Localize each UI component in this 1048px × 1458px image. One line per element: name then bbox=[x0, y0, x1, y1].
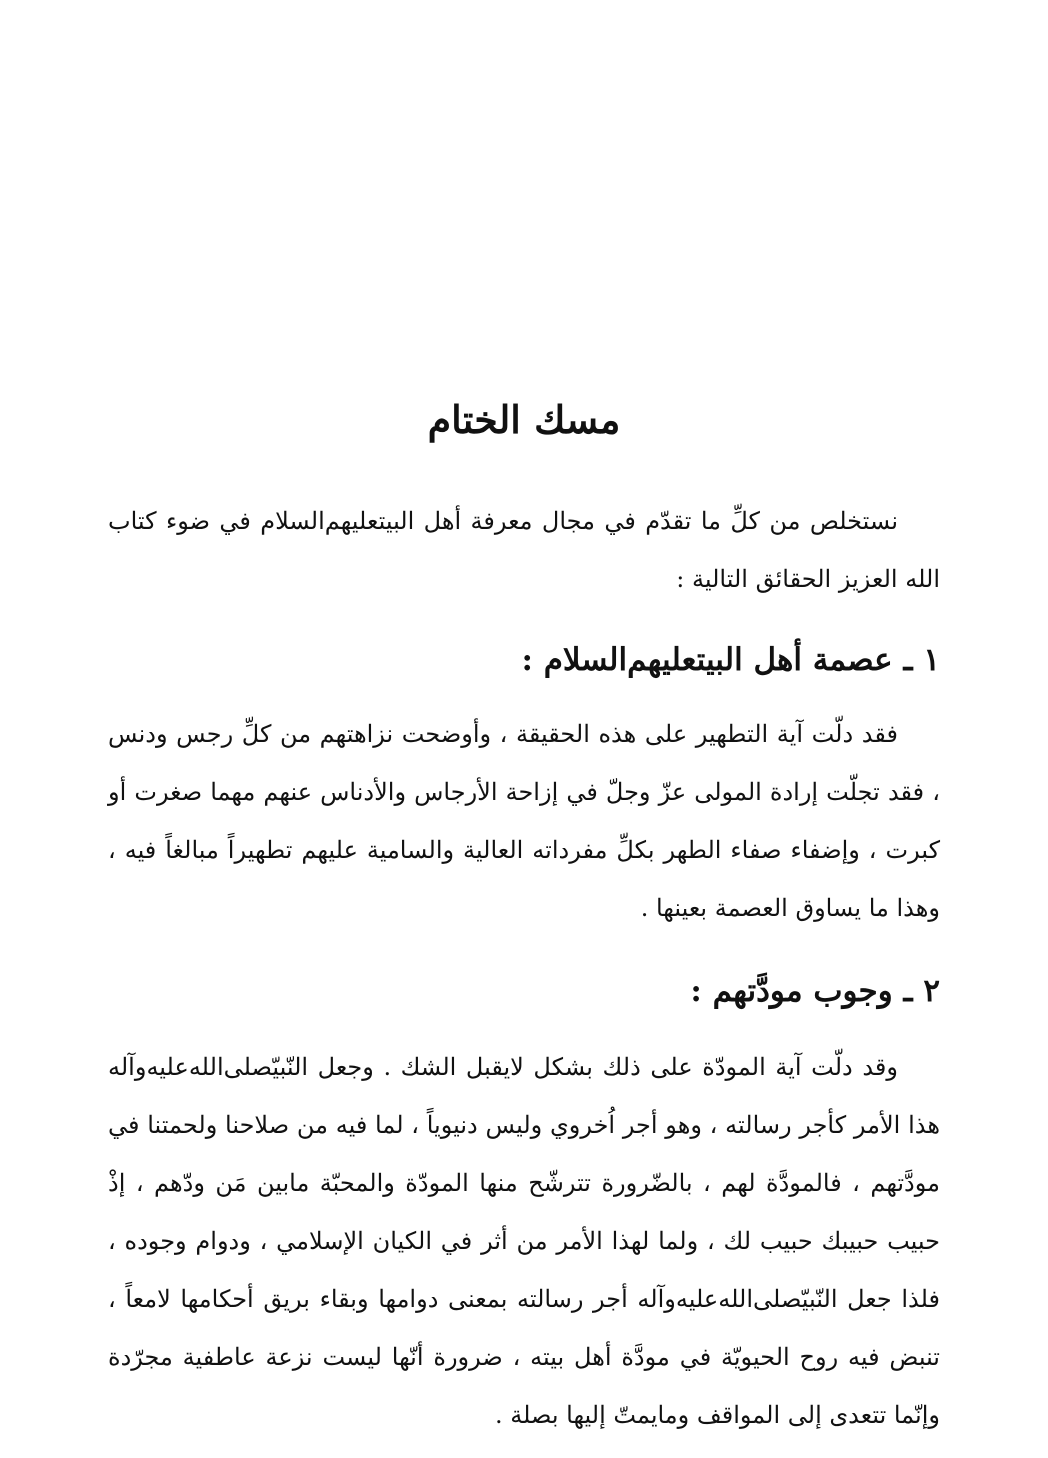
intro-paragraph: نستخلص من كلِّ ما تقدّم في مجال معرفة أهل البيتعليهم‌السلام في ضوء كتاب الله العزيز الحقائق التالية : bbox=[108, 507, 940, 593]
section-body-infallibility: فقد دلّت آية التطهير على هذه الحقيقة ، وأوضحت نزاهتهم من كلِّ رجس ودنس ، فقد تجلّت إرادة المولى عزّ وجلّ في إزاحة الأرجاس والأدناس عنهم مهما صغرت أو كبرت ، وإضفاء صفاء الطهر بكلِّ مفرداته العالية والسامية عليهم تطهيراً مبالغاً فيه ، وهذا ما يساوق العصمة بعينها . bbox=[108, 720, 940, 922]
section-body-affection: وقد دلّت آية المودّة على ذلك بشكل لايقبل الشك . وجعل النّبيّصلى‌الله‌عليه‌وآله هذا الأمر كأجر رسالته ، وهو أجر اُخروي وليس دنيوياً ، لما فيه من صلاحنا ولحمتنا في مودَّتهم ، فالمودَّة لهم ، بالضّرورة تترشّح منها المودّة والمحبّة مابين مَن ودّهم ، إذْ حبيب حبيبك حبيب لك ، ولما لهذا الأمر من أثر في الكيان الإسلامي ، ودوام وجوده ، فلذا جعل النّبيّصلى‌الله‌عليه‌وآله أجر رسالته بمعنى دوامها وبقاء بريق أحكامها لامعاً ، تنبض فيه روح الحيويّة في مودَّة أهل بيته ، ضرورة أنّها ليست نزعة عاطفية مجرّدة وإنّما تتعدى إلى المواقف ومايمتّ إليها بصلة . bbox=[108, 1053, 940, 1429]
section-heading-affection: ٢ ـ وجوب مودَّتهم : bbox=[690, 973, 940, 1009]
section-heading-infallibility: ١ ـ عصمة أهل البيتعليهم‌السلام : bbox=[521, 642, 940, 678]
chapter-title: مسك الختام bbox=[427, 397, 621, 442]
